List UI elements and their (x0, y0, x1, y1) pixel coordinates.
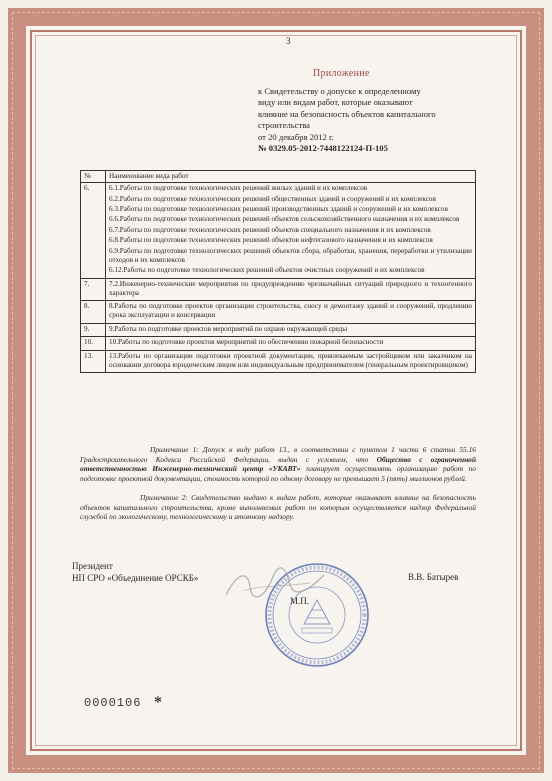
signer-name: В.В. Батырев (408, 572, 459, 582)
registration-number: № 0329.05-2012-7448122124-П-105 (258, 143, 388, 154)
row-works (106, 301, 476, 324)
row-number: 10. (81, 337, 106, 350)
company-name: Общество с ограниченной ответственностью Инженерно-технический центр «УКАВТ» (80, 454, 476, 474)
reference-line-3: влияние на безопасность объектов капитального (258, 108, 436, 119)
certificate-date: от 20 декабря 2012 г. (258, 131, 334, 142)
reference-line-1: к Свидетельству о допуске к определенному (258, 86, 421, 96)
row-works (106, 183, 476, 278)
work-entry: 13.Работы по организации подготовки проектной документации, привлекаемым застройщиком или заказчиком на основании договора юридическим лицом или индивидуальным предпринимателем (генеральным проектировщиком) (109, 351, 472, 369)
work-entry: 6.9.Работы по подготовке технологических решений объектов сбора, обработки, хранения, переработки и утилизации отходов и их комплексов (109, 246, 472, 264)
work-entry: 6.1.Работы по подготовке технологических решений жилых зданий и их комплексов (109, 184, 368, 193)
table-row (81, 323, 476, 336)
work-entry: 6.6.Работы по подготовке технологических решений объектов сельскохозяйственного назначения и их комплексов (109, 215, 460, 224)
row-number: 9. (81, 323, 106, 336)
note-1-text: Примечание 1: Допуск к виду работ 13., в соответствии с пунктом 1 части 6 статьи 55.16 Градостроительного Кодекса Российской Федерации, выдан с условием, что (80, 445, 476, 464)
table-row (81, 337, 476, 350)
organization-name: НП СРО «Объединение ОРСКБ» (72, 573, 199, 583)
reference-line-2: виду или видам работ, которые оказывают (258, 97, 413, 108)
table-row (81, 301, 476, 324)
row-works (106, 337, 476, 350)
row-number: 13. (81, 350, 106, 373)
handwritten-signature (220, 565, 330, 605)
works-table (80, 170, 476, 373)
row-number: 7. (81, 278, 106, 301)
appendix-title: Приложение (313, 68, 370, 79)
table-row (81, 183, 476, 278)
column-header-name: Наименование вида работ (106, 171, 476, 183)
column-header-number: № (81, 171, 106, 183)
certificate-reference (258, 86, 488, 154)
work-entry: 6.8.Работы по подготовке технологических решений объектов нефтегазового назначения и их комплексов (109, 236, 433, 245)
note-1-text-end: планирует осуществлять организацию работ по подготовке проектной документации, стоимость которой по одному договору не превышает 5 (пять) миллионов рублей. (80, 464, 476, 483)
row-number: 8. (81, 301, 106, 324)
row-number: 6. (81, 183, 106, 278)
note-2: Примечание 2: Свидетельство выдано к видам работ, которые оказывают влияние на безопасность объектов капитального строительства, кроме выполняемых работ по которым осуществляется надзор Федеральной службой по экологическому, технологическому и атомному надзору. (80, 493, 476, 522)
signer-title (72, 560, 198, 584)
work-entry: 7.2.Инженерно-технические мероприятия по предупреждению чрезвычайных ситуаций природного и техногенного характера (109, 279, 472, 297)
note-1 (80, 445, 476, 483)
work-entry: 6.3.Работы по подготовке технологических решений производственных зданий и сооружений и их комплексов (109, 204, 448, 213)
serial-number: 0000106 (84, 696, 142, 710)
work-entry: 6.12.Работы по подготовке технологических решений объектов очистных сооружений и их комплексов (109, 266, 425, 275)
table-row (81, 278, 476, 301)
row-works (106, 323, 476, 336)
page-number: 3 (286, 36, 291, 46)
work-entry: 6.2.Работы по подготовке технологических решений общественных зданий и сооружений и их комплексов (109, 194, 436, 203)
work-entry: 6.7.Работы по подготовке технологических решений объектов специального назначения и их комплексов (109, 225, 431, 234)
work-entry: 10.Работы по подготовке проектов мероприятий по обеспечению пожарной безопасности (109, 338, 384, 347)
work-entry: 8.Работы по подготовке проектов организации строительства, сносу и демонтажу зданий и сооружений, продлению срока эксплуатации и консервации (109, 302, 472, 320)
reference-line-4: строительства (258, 120, 310, 131)
row-works (106, 350, 476, 373)
row-works (106, 278, 476, 301)
asterisk-mark: * (154, 694, 162, 711)
signer-position: Президент (72, 561, 113, 571)
table-row (81, 350, 476, 373)
table-header-row (81, 171, 476, 183)
seal-place-label: М.П. (290, 596, 310, 606)
work-entry: 9.Работы по подготовке проектов мероприятий по охране окружающей среды (109, 324, 348, 333)
